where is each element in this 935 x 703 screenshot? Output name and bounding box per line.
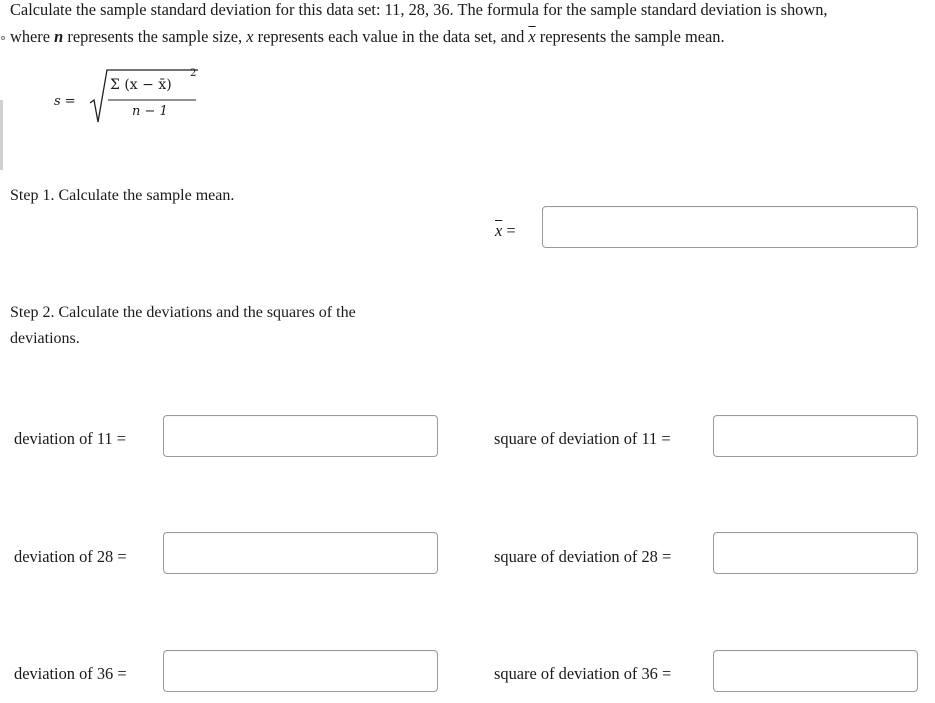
bullet-dot-icon xyxy=(1,36,5,40)
deviation-28-answer-box[interactable] xyxy=(163,532,438,574)
deviation-28-input[interactable] xyxy=(164,533,437,573)
square-deviation-11-answer-box[interactable] xyxy=(713,415,918,457)
sample-mean-answer-box[interactable] xyxy=(542,206,918,248)
step1-title: Step 1. Calculate the sample mean. xyxy=(10,187,235,204)
square-deviation-28-input[interactable] xyxy=(714,533,917,573)
variable-x: x xyxy=(246,27,254,46)
intro-line-2 xyxy=(10,24,725,50)
square-deviation-11-input[interactable] xyxy=(714,416,917,456)
sample-mean-input[interactable] xyxy=(543,207,917,247)
step2-title-line2: deviations. xyxy=(10,330,80,347)
square-deviation-36-answer-box[interactable] xyxy=(713,650,918,692)
mean-label-eq: = xyxy=(506,221,516,240)
intro-text: where xyxy=(10,27,55,46)
deviation-36-answer-box[interactable] xyxy=(163,650,438,692)
intro-text: represents the sample size, xyxy=(63,27,247,46)
formula-denominator: n − 1 xyxy=(132,104,168,119)
intro-text: represents the sample mean. xyxy=(535,27,725,46)
variable-n: n xyxy=(54,27,64,46)
square-deviation-11-label: square of deviation of 11 = xyxy=(494,429,671,448)
deviation-11-answer-box[interactable] xyxy=(163,415,438,457)
deviation-11-input[interactable] xyxy=(164,416,437,456)
formula-numerator: Σ (x − x̄) xyxy=(110,77,172,93)
deviation-28-label: deviation of 28 = xyxy=(14,547,127,566)
formula-lhs: s = xyxy=(54,94,76,109)
formula-exponent: 2 xyxy=(190,68,197,79)
deviation-36-input[interactable] xyxy=(164,651,437,691)
mean-label-symbol: $\overline{x}$ xyxy=(495,221,503,240)
square-deviation-36-input[interactable] xyxy=(714,651,917,691)
deviation-11-label: deviation of 11 = xyxy=(14,429,126,448)
square-deviation-36-label: square of deviation of 36 = xyxy=(494,664,672,683)
square-deviation-28-label: square of deviation of 28 = xyxy=(494,547,672,566)
step2-title-line1: Step 2. Calculate the deviations and the squares of the xyxy=(10,304,356,321)
left-edge-marker xyxy=(0,100,3,170)
intro-text: represents each value in the data set, and xyxy=(253,27,529,46)
mean-label xyxy=(495,220,516,242)
intro-line-1: Calculate the sample standard deviation for this data set: 11, 28, 36. The formula for the sample standard deviation is shown, xyxy=(10,0,828,19)
formula xyxy=(50,66,210,128)
variable-x-bar: $\overline{x}$ xyxy=(528,27,536,46)
square-deviation-28-answer-box[interactable] xyxy=(713,532,918,574)
deviation-36-label: deviation of 36 = xyxy=(14,664,127,683)
